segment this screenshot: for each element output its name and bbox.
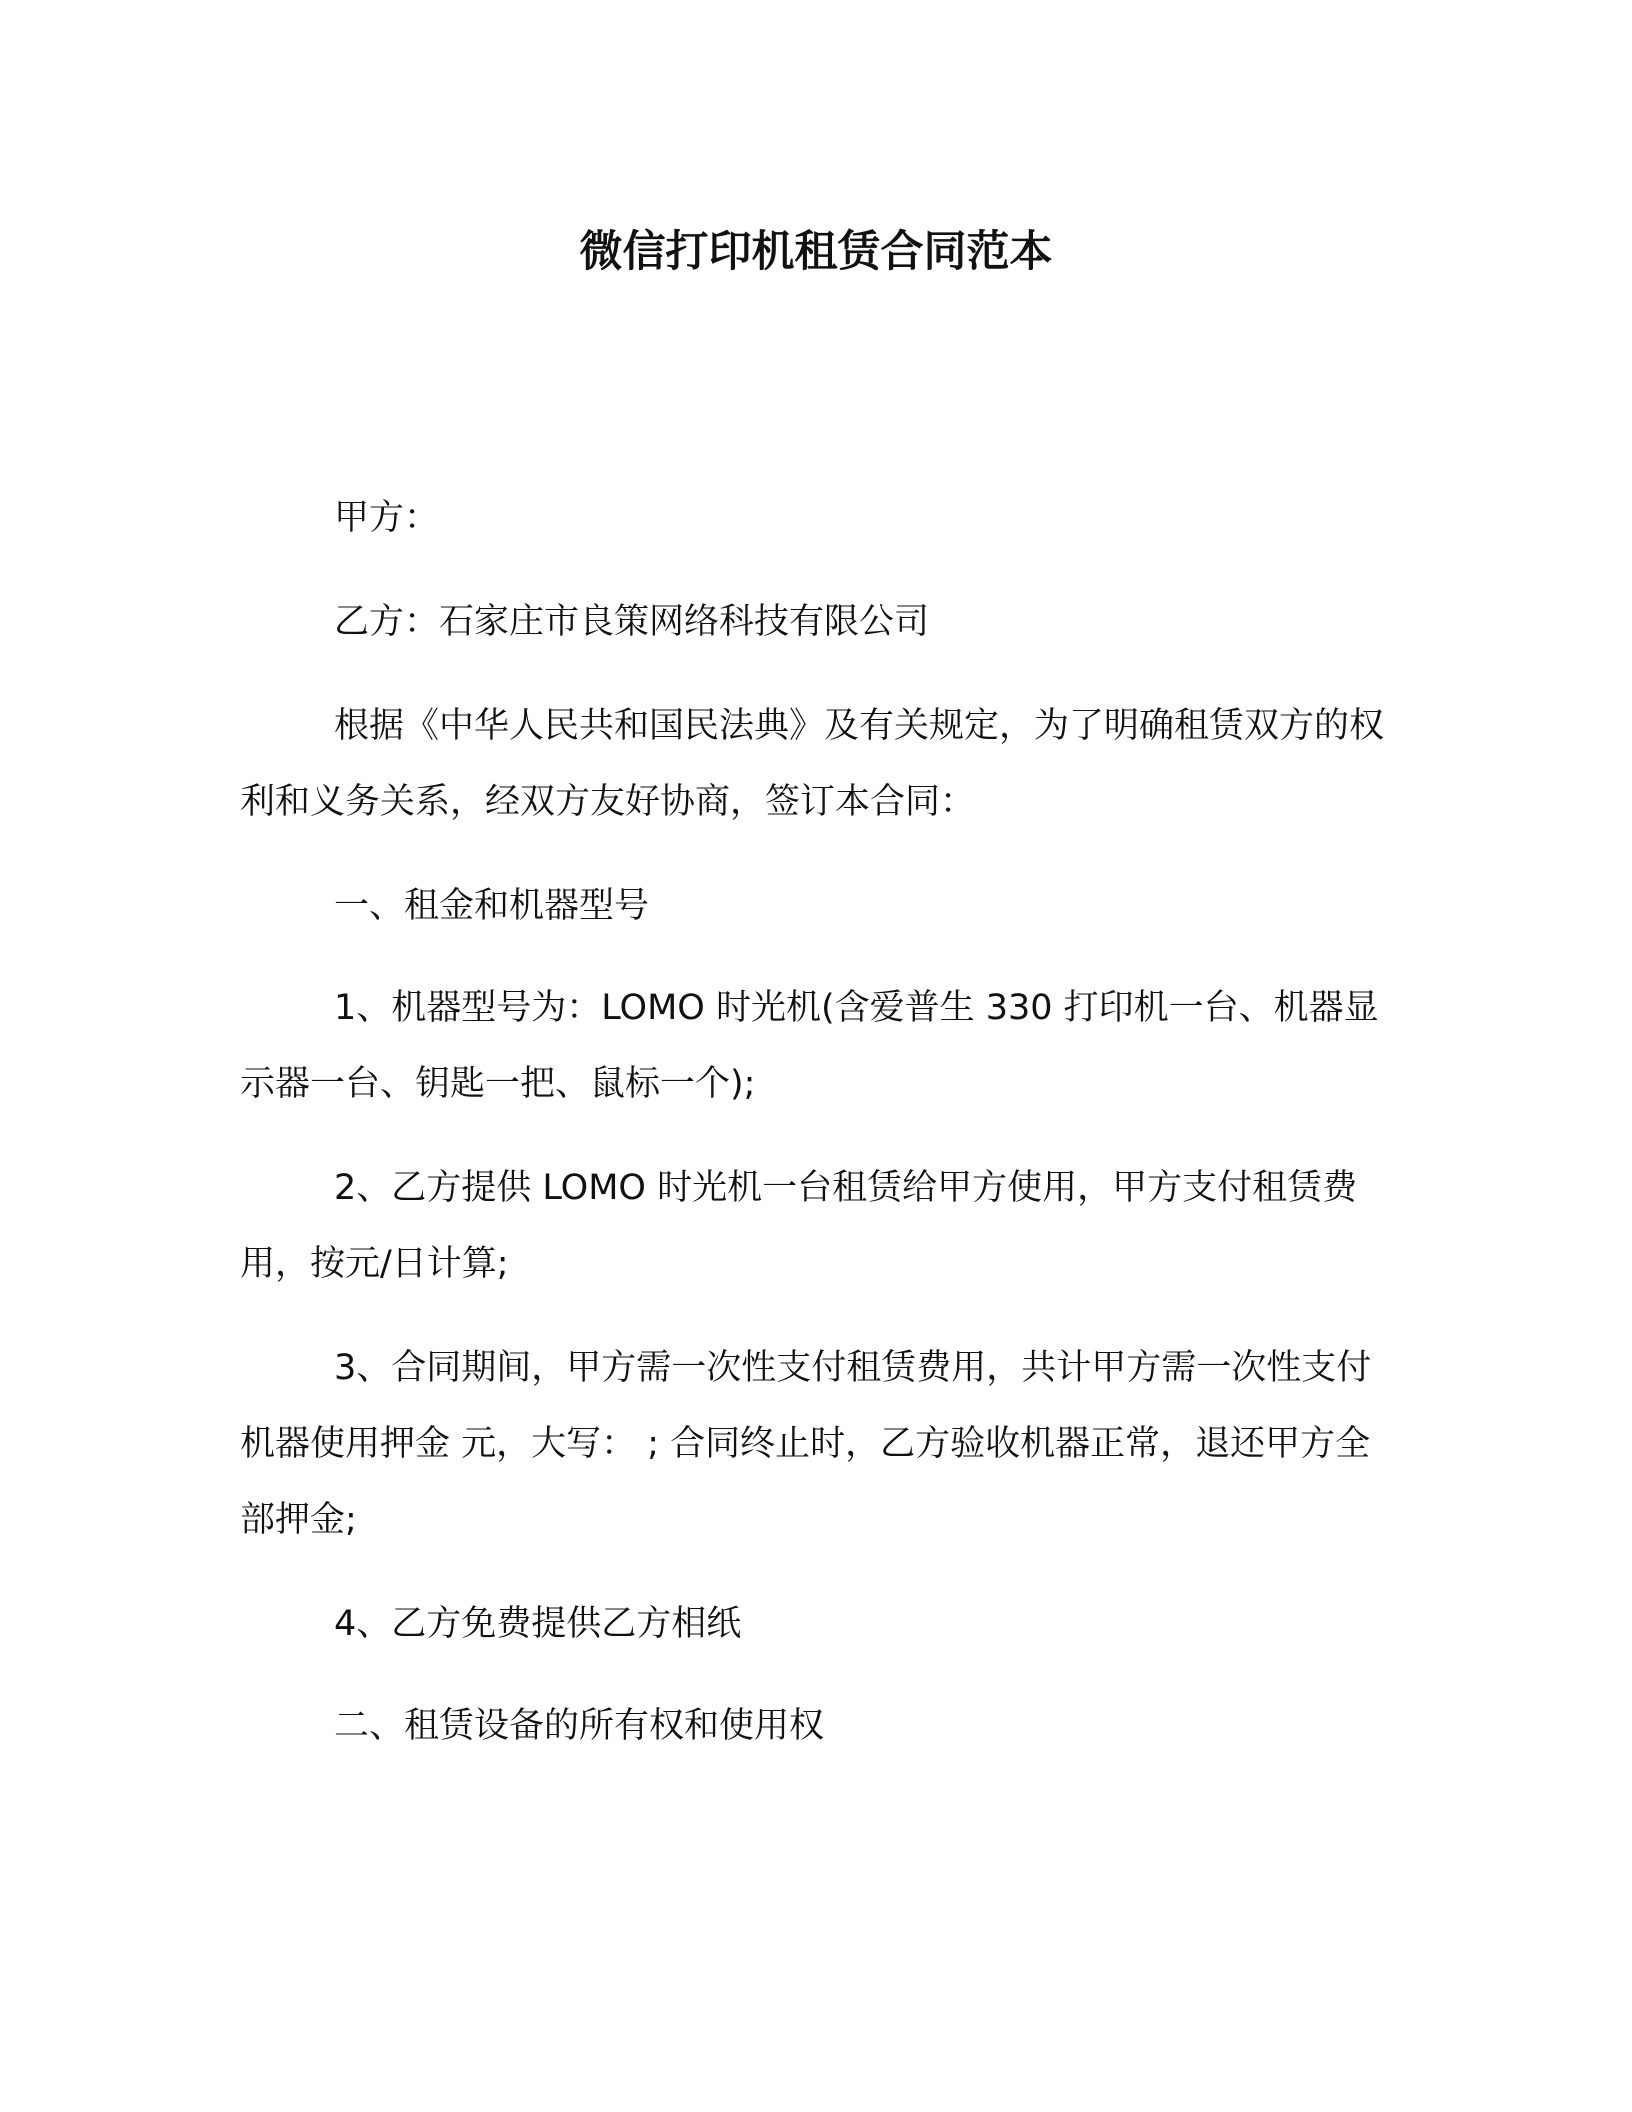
party-b-line: 乙方：石家庄市良策网络科技有限公司 xyxy=(334,602,930,642)
clause-1-machine-model: 1、机器型号为：LOMO 时光机(含爱普生 330 打印机一台、机器显示器一台、钥匙一把、鼠标一个); xyxy=(240,988,1379,1104)
clause-4-photo-paper: 4、乙方免费提供乙方相纸 xyxy=(334,1604,742,1644)
preamble-paragraph: 根据《中华人民共和国民法典》及有关规定，为了明确租赁双方的权利和义务关系，经双方友好协商，签订本合同： xyxy=(240,706,1385,822)
section-1-heading: 一、租金和机器型号 xyxy=(334,886,650,926)
clause-3-deposit: 3、合同期间，甲方需一次性支付租赁费用，共计甲方需一次性支付机器使用押金 元，大写： ; 合同终止时，乙方验收机器正常，退还甲方全部押金; xyxy=(240,1348,1372,1540)
section-2-heading: 二、租赁设备的所有权和使用权 xyxy=(334,1706,825,1746)
document-title: 微信打印机租赁合同范本 xyxy=(579,227,1053,277)
clause-2-rental-fee: 2、乙方提供 LOMO 时光机一台租赁给甲方使用，甲方支付租赁费用，按元/日计算; xyxy=(240,1168,1358,1284)
party-a-line: 甲方： xyxy=(334,498,440,538)
